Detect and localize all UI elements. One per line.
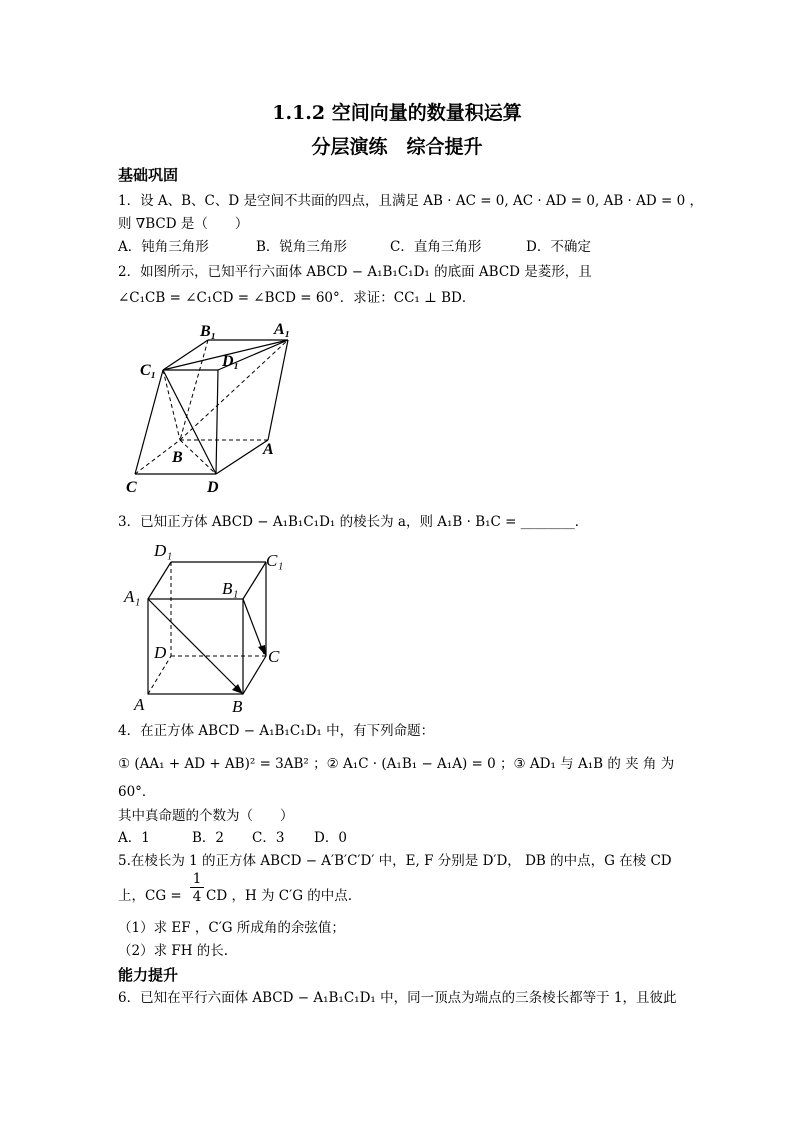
fig1-diag-bd — [180, 440, 216, 474]
q1-option-a: A．钝角三角形 — [118, 239, 209, 255]
parallelepiped-figure — [120, 318, 300, 498]
q1-option-d: D．不确定 — [526, 239, 591, 255]
fig1-label-c: C — [126, 479, 137, 496]
fig1-label-d1: D₁ — [222, 353, 240, 370]
fig2-vector-b1c — [243, 599, 264, 654]
q2-line2: ∠C₁CB = ∠C₁CD = ∠BCD = 60°．求证：CC₁ ⊥ BD． — [118, 290, 476, 306]
q5-line2-start: 上，CG = — [118, 888, 182, 904]
q6-line1: 6．已知在平行六面体 ABCD − A₁B₁C₁D₁ 中，同一顶点为端点的三条棱长都等于 1，且彼此 — [118, 990, 677, 1006]
fig1-label-b1: B₁ — [200, 323, 217, 340]
q1-option-b: B．锐角三角形 — [256, 239, 347, 255]
fig2-label-d: D — [154, 643, 167, 662]
q4-option-c: C．3 — [252, 830, 285, 846]
fig1-label-c1: C₁ — [140, 362, 157, 379]
fig1-edge-d1d — [216, 370, 218, 474]
q1-option-c: C．直角三角形 — [390, 239, 482, 255]
page-title: 1.1.2 空间向量的数量积运算 — [272, 102, 522, 124]
q5-subquestion-2: （2）求 FH 的长. — [118, 943, 229, 959]
fig2-label-a1: A₁ — [124, 587, 141, 606]
q4-line2: ① (AA₁ + AD + AB)² = 3AB² ；② A₁C · (A₁B₁ − A₁A) = 0 ；③ AD₁ 与 A₁B 的 夹 角 为 — [118, 756, 675, 772]
cube-figure — [120, 536, 295, 716]
q4-option-a: A．1 — [118, 830, 150, 846]
fig2-edge-b1c1 — [243, 562, 266, 599]
fig1-label-d: D — [207, 479, 219, 496]
q4-line4: 其中真命题的个数为（ ） — [118, 808, 294, 824]
q1-line2: 则 ∇BCD 是（ ） — [118, 216, 249, 232]
q1-line1: 1．设 A、B、C、D 是空间不共面的四点，且满足 AB · AC = 0, AC · AD = 0, AB · AD = 0 ， — [118, 193, 703, 209]
fig2-label-a: A — [134, 695, 145, 714]
fig2-edge-a1d1 — [148, 562, 171, 599]
q2-line1: 2．如图所示，已知平行六面体 ABCD − A₁B₁C₁D₁ 的底面 ABCD 是菱形，且 — [118, 264, 592, 280]
fig2-label-b1: B₁ — [222, 579, 239, 598]
q5-fraction-numerator: 1 — [190, 871, 204, 888]
fig1-label-a1: A₁ — [274, 321, 291, 338]
fig1-edge-c1c — [135, 370, 163, 474]
fig2-label-c1: C₁ — [266, 551, 284, 570]
q5-line2-end: CD ，H 为 C′G 的中点. — [206, 888, 353, 904]
fig2-label-b: B — [232, 697, 243, 716]
fig2-edge-bc — [243, 656, 266, 694]
q4-option-b: B．2 — [192, 830, 225, 846]
q5-line1: 5.在棱长为 1 的正方体 ABCD − A′B′C′D′ 中，E, F 分别是 D′D， DB 的中点，G 在棱 CD — [118, 853, 672, 869]
fig1-edge-da — [216, 440, 268, 474]
q4-line3: 60°． — [118, 784, 156, 800]
q5-subquestion-1: （1）求 EF ，C′G 所成角的余弦值； — [118, 920, 345, 936]
q5-fraction-denominator: 4 — [192, 889, 202, 905]
fig1-edge-c1b1 — [163, 340, 208, 370]
fig1-diag-c1d — [163, 370, 216, 474]
fig1-label-a: A — [263, 441, 274, 458]
fig1-label-b: B — [172, 449, 183, 466]
section-basic-heading: 基础巩固 — [118, 166, 179, 184]
fig2-arrowhead-b — [232, 684, 243, 694]
q4-option-d: D．0 — [314, 830, 347, 846]
fig2-label-c: C — [268, 647, 280, 666]
q3-line1: 3．已知正方体 ABCD − A₁B₁C₁D₁ 的棱长为 a，则 A₁B · B₁C = ________． — [118, 514, 589, 530]
fig2-arrowhead-c — [258, 645, 266, 656]
section-ability-heading: 能力提升 — [118, 966, 179, 984]
fig1-edge-b1b — [180, 340, 208, 440]
fig1-diag-c1b — [163, 370, 180, 440]
q4-line1: 4．在正方体 ABCD − A₁B₁C₁D₁ 中，有下列命题： — [118, 723, 435, 739]
page-subtitle: 分层演练 综合提升 — [311, 136, 483, 158]
fig2-label-d1: D₁ — [154, 541, 173, 560]
fig1-edge-a1a — [268, 340, 288, 440]
